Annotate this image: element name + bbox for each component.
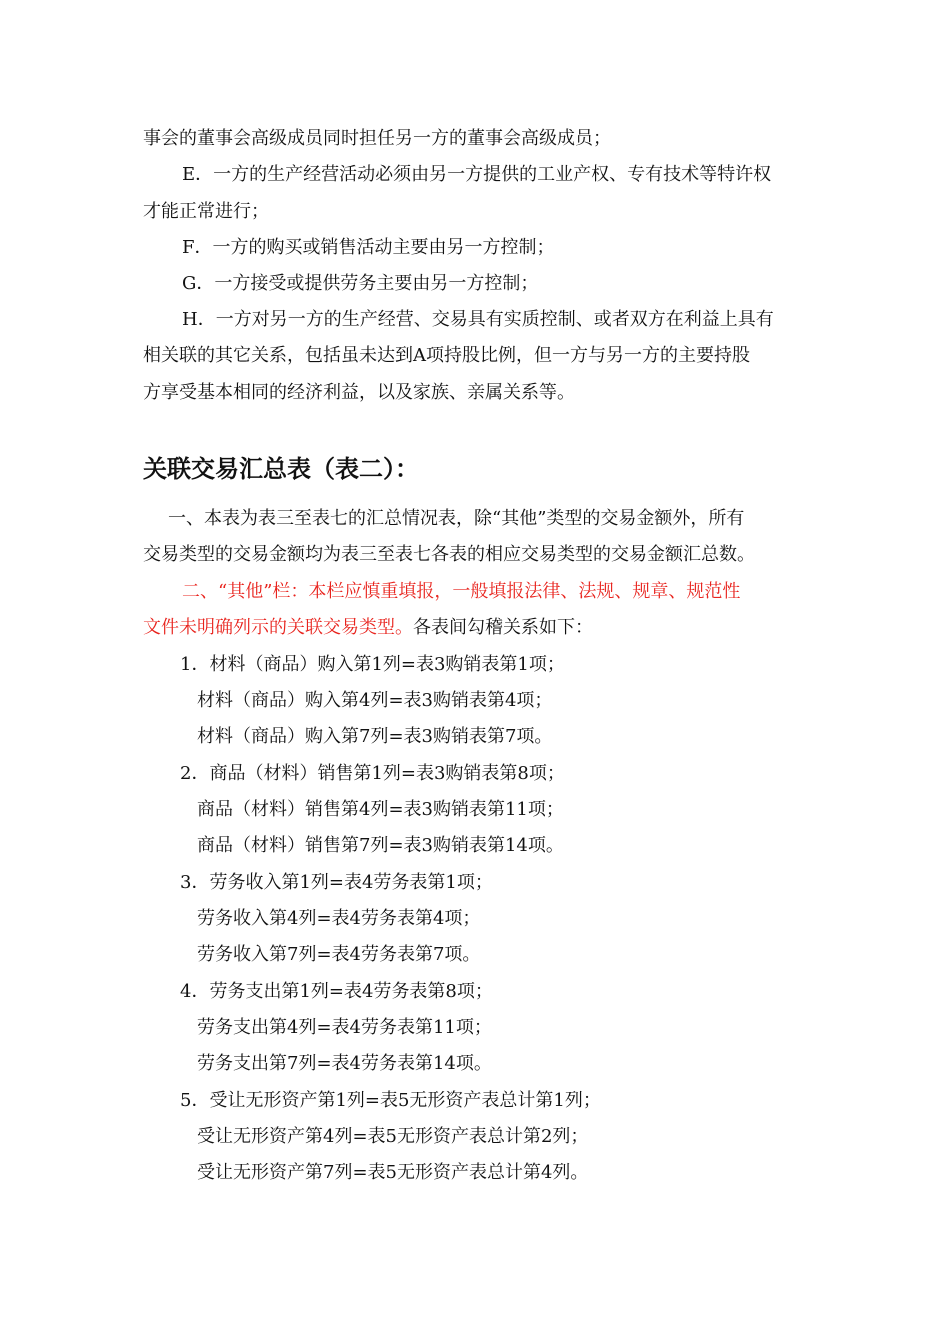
paragraph-line: 事会的董事会高级成员同时担任另一方的董事会高级成员； (143, 128, 611, 149)
paragraph-line: 方享受基本相同的经济利益，以及家族、亲属关系等。 (143, 382, 575, 403)
clause-h-line: H．一方对另一方的生产经营、交易具有实质控制、或者双方在利益上具有 (182, 309, 774, 330)
clause-f-line: F．一方的购买或销售活动主要由另一方控制； (182, 237, 555, 258)
list-item-sub: 劳务支出第4列=表4劳务表第11项； (197, 1017, 492, 1038)
list-item-sub: 劳务收入第7列=表4劳务表第7项。 (197, 944, 481, 965)
paragraph-line: 才能正常进行； (143, 201, 269, 222)
list-item-sub: 受让无形资产第7列=表5无形资产表总计第4列。 (197, 1162, 589, 1183)
list-item-sub: 商品（材料）销售第4列=表3购销表第11项； (197, 799, 564, 820)
clause-e-line: E．一方的生产经营活动必须由另一方提供的工业产权、专有技术等特许权 (182, 164, 772, 185)
list-item-head: 3．劳务收入第1列=表4劳务表第1项； (180, 872, 493, 893)
list-item-head: 2．商品（材料）销售第1列=表3购销表第8项； (180, 763, 565, 784)
list-item-sub: 材料（商品）购入第7列=表3购销表第7项。 (197, 726, 553, 747)
paragraph-1-line-2: 交易类型的交易金额均为表三至表七各表的相应交易类型的交易金额汇总数。 (143, 544, 755, 565)
list-item-head: 1．材料（商品）购入第1列=表3购销表第1项； (180, 654, 565, 675)
paragraph-2-line-2 (143, 616, 813, 640)
list-item-sub: 劳务支出第7列=表4劳务表第14项。 (197, 1053, 492, 1074)
paragraph-line: 相关联的其它关系，包括虽未达到A项持股比例，但一方与另一方的主要持股 (143, 345, 750, 366)
list-item-sub: 材料（商品）购入第4列=表3购销表第4项； (197, 690, 553, 711)
list-item-head: 5．受让无形资产第1列=表5无形资产表总计第1列； (180, 1090, 601, 1111)
list-item-sub: 商品（材料）销售第7列=表3购销表第14项。 (197, 835, 564, 856)
section-heading: 关联交易汇总表（表二）： (143, 455, 419, 483)
paragraph-2-red-text: 文件未明确列示的关联交易类型。 (143, 617, 413, 638)
paragraph-1-line-1: 一、本表为表三至表七的汇总情况表，除“其他”类型的交易金额外，所有 (168, 508, 745, 529)
paragraph-2-black-text: 各表间勾稽关系如下： (413, 617, 593, 638)
list-item-head: 4．劳务支出第1列=表4劳务表第8项； (180, 981, 493, 1002)
list-item-sub: 受让无形资产第4列=表5无形资产表总计第2列； (197, 1126, 589, 1147)
list-item-sub: 劳务收入第4列=表4劳务表第4项； (197, 908, 481, 929)
clause-g-line: G．一方接受或提供劳务主要由另一方控制； (182, 273, 539, 294)
paragraph-2-line-1: 二、“其他”栏：本栏应慎重填报，一般填报法律、法规、规章、规范性 (182, 581, 741, 602)
